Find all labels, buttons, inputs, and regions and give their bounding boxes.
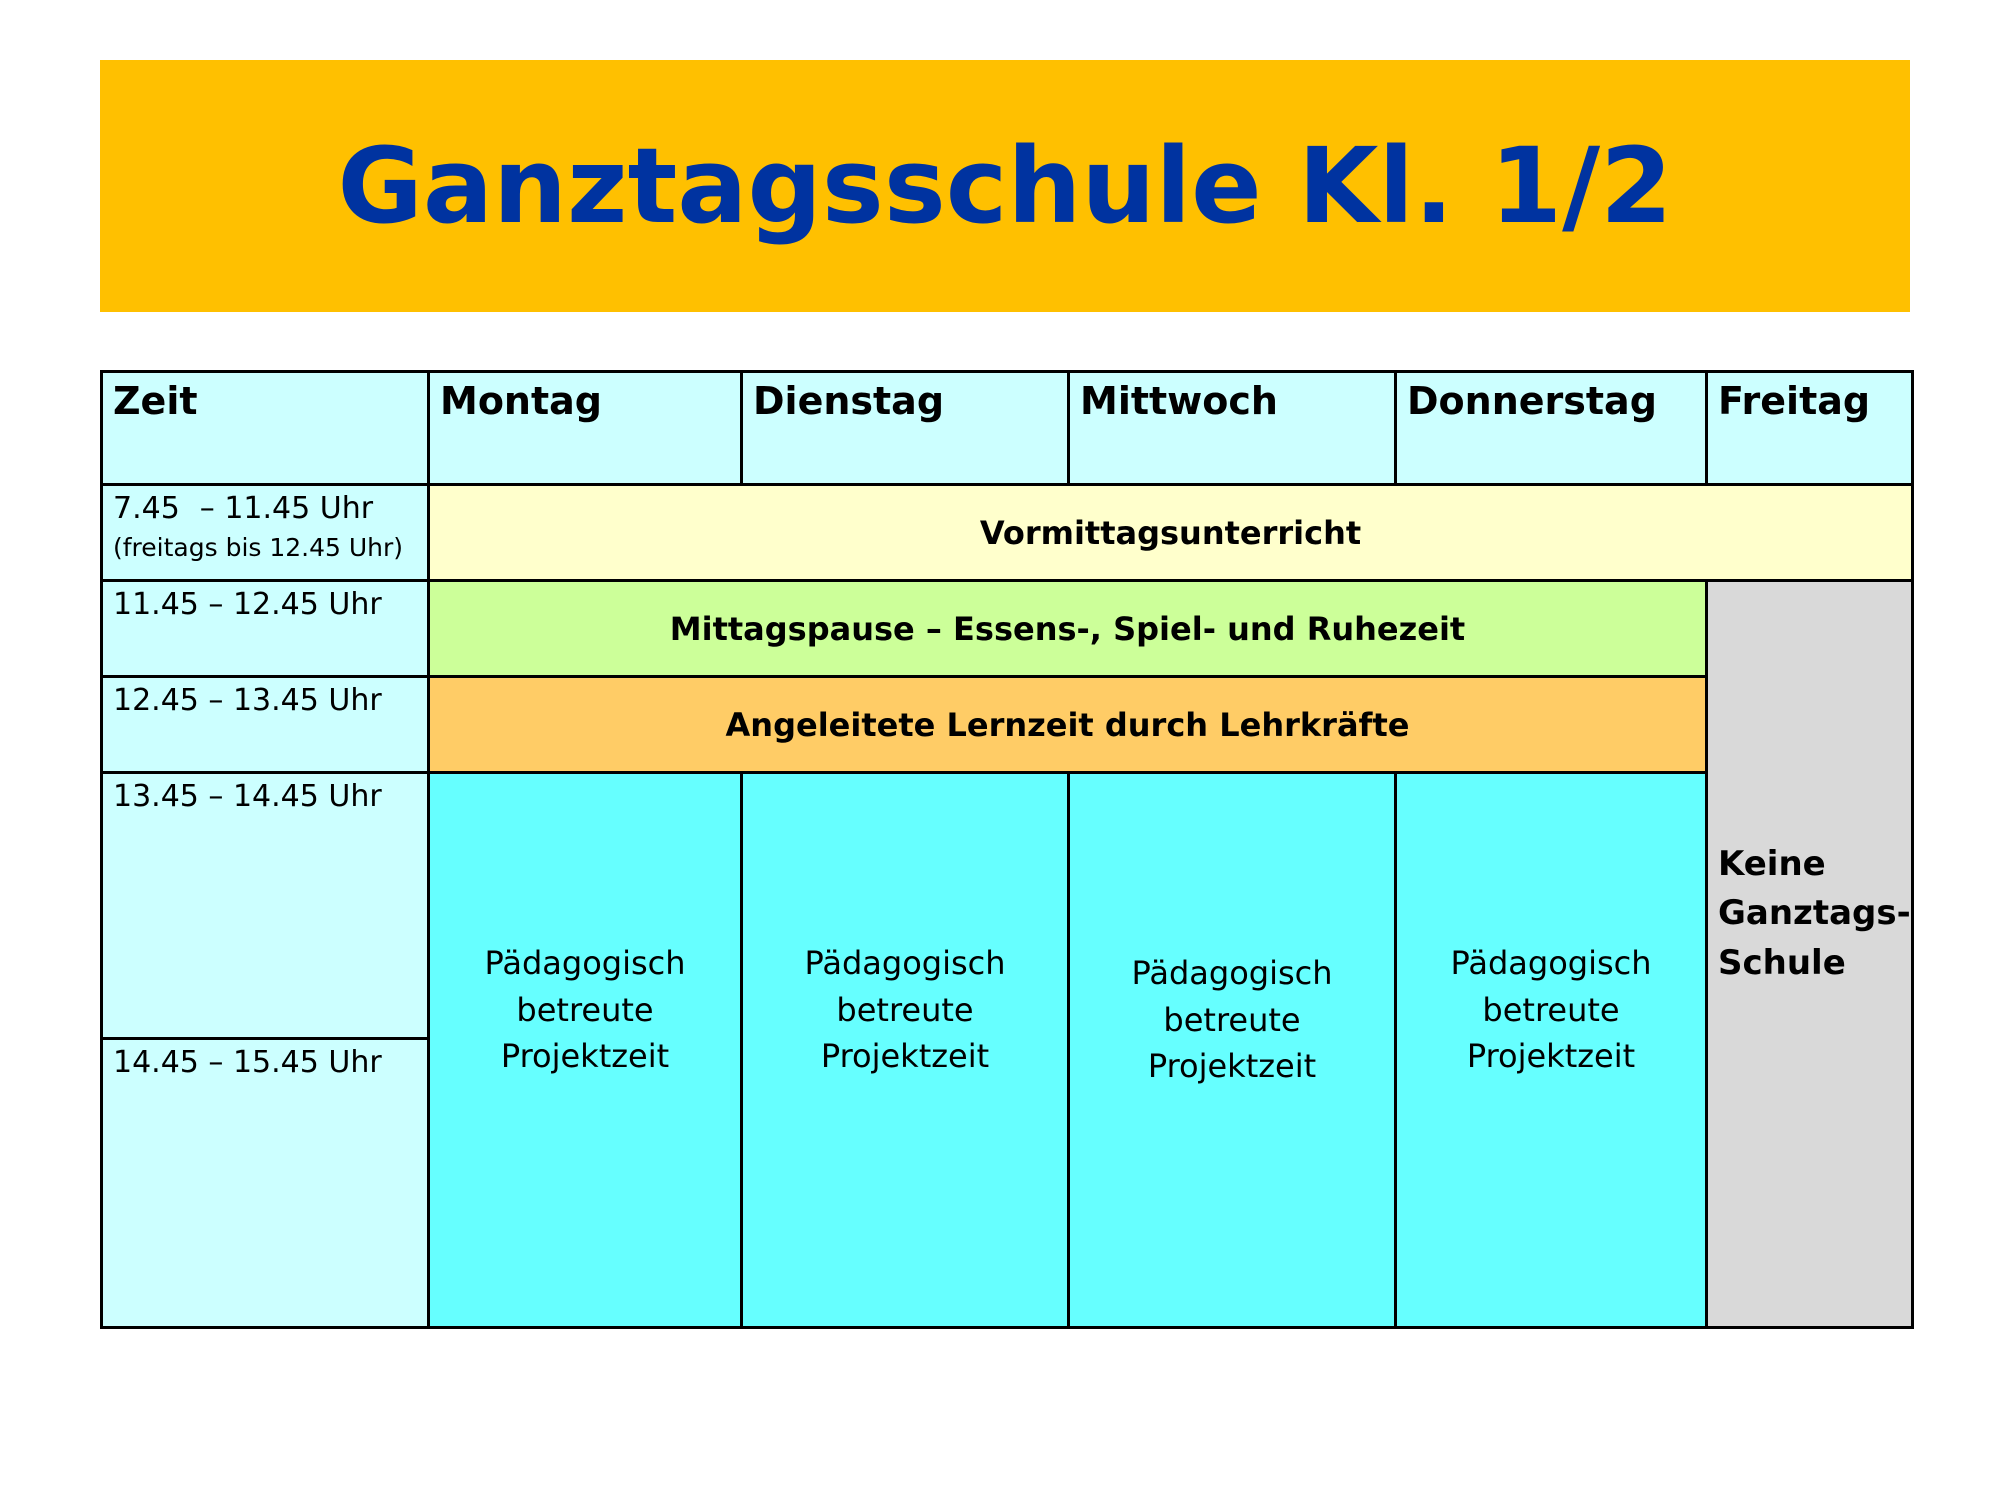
projekt-line-3: Projektzeit <box>1466 1037 1636 1076</box>
projekt-donnerstag <box>1396 773 1707 1328</box>
projekt-montag <box>429 773 742 1328</box>
projekt-line-1: Pädagogisch <box>804 944 1006 983</box>
time-cell-5: 14.45 – 15.45 Uhr <box>102 1039 429 1328</box>
time-cell-1 <box>102 485 429 581</box>
projekt-line-2: betreute <box>836 990 974 1029</box>
header-freitag: Freitag <box>1707 372 1913 485</box>
time-cell-4: 13.45 – 14.45 Uhr <box>102 773 429 1039</box>
lernzeit-cell: Angeleitete Lernzeit durch Lehrkräfte <box>429 677 1707 773</box>
title-banner <box>100 60 1910 312</box>
time-end: – 11.45 Uhr <box>199 491 374 526</box>
header-montag: Montag <box>429 372 742 485</box>
projekt-line-3: Projektzeit <box>1147 1047 1317 1086</box>
mittagspause-cell: Mittagspause – Essens-, Spiel- und Ruhezeit <box>429 581 1707 677</box>
projekt-dienstag <box>742 773 1069 1328</box>
time-cell-2: 11.45 – 12.45 Uhr <box>102 581 429 677</box>
header-mittwoch: Mittwoch <box>1069 372 1396 485</box>
header-dienstag: Dienstag <box>742 372 1069 485</box>
table-row <box>102 485 1913 581</box>
keine-line-3: Schule <box>1718 942 1846 983</box>
projekt-mittwoch <box>1069 773 1396 1328</box>
keine-line-1: Keine <box>1718 844 1826 885</box>
projekt-line-3: Projektzeit <box>820 1037 990 1076</box>
header-zeit: Zeit <box>102 372 429 485</box>
table-row <box>102 677 1913 773</box>
vormittagsunterricht-cell: Vormittagsunterricht <box>429 485 1913 581</box>
header-row <box>102 372 1913 485</box>
time-note: (freitags bis 12.45 Uhr) <box>113 532 404 562</box>
projekt-line-1: Pädagogisch <box>1131 954 1333 993</box>
keine-ganztagsschule-cell <box>1707 581 1913 1328</box>
projekt-line-2: betreute <box>516 990 654 1029</box>
projekt-line-2: betreute <box>1482 990 1620 1029</box>
header-donnerstag: Donnerstag <box>1396 372 1707 485</box>
time-cell-3: 12.45 – 13.45 Uhr <box>102 677 429 773</box>
schedule-table <box>100 370 1914 1329</box>
page-title: Ganztagsschule Kl. 1/2 <box>337 125 1673 247</box>
projekt-line-3: Projektzeit <box>500 1037 670 1076</box>
keine-line-2: Ganztags- <box>1718 893 1911 934</box>
projekt-line-1: Pädagogisch <box>1450 944 1652 983</box>
projekt-line-2: betreute <box>1163 1000 1301 1039</box>
table-row <box>102 581 1913 677</box>
time-start: 7.45 <box>113 491 180 526</box>
table-row <box>102 773 1913 1039</box>
projekt-line-1: Pädagogisch <box>484 944 686 983</box>
